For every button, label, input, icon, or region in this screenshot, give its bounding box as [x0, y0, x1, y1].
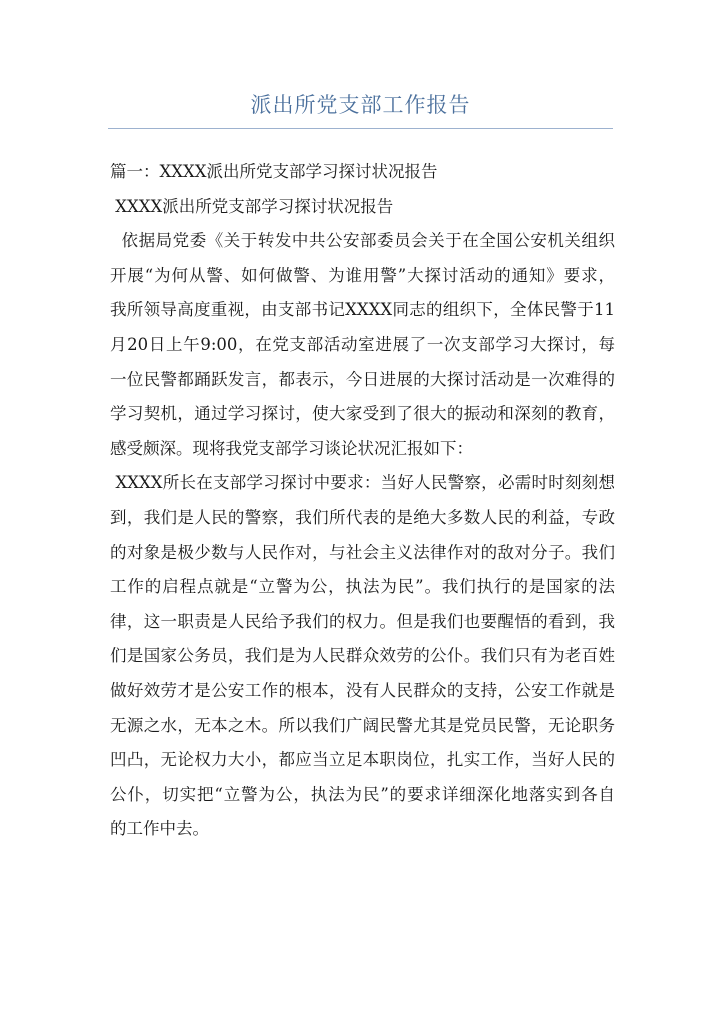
title-divider: [108, 128, 613, 129]
text-line: 无源之水，无本之木。所以我们广阔民警尤其是党员民警，无论职务: [110, 715, 615, 735]
document-body: [110, 155, 615, 847]
text-line: 工作的启程点就是“立警为公，执法为民”。我们执行的是国家的法: [110, 577, 615, 597]
text-line: 篇一：XXXX派出所党支部学习探讨状况报告: [110, 162, 438, 181]
text-line: 们是国家公务员，我们是为人民群众效劳的公仆。我们只有为老百姓: [110, 646, 615, 666]
text-line: XXXX所长在支部学习探讨中要求：当好人民警察，必需时时刻刻想: [110, 473, 615, 493]
text-line: 律，这一职责是人民给予我们的权力。但是我们也要醒悟的看到，我: [110, 611, 615, 631]
text-line: 做好效劳才是公安工作的根本，没有人民群众的支持，公安工作就是: [110, 680, 615, 700]
text-line: 月20日上午9:00，在党支部活动室进展了一次支部学习大探讨，每: [110, 334, 615, 354]
text-line: 依据局党委《关于转发中共公安部委员会关于在全国公安机关组织: [110, 231, 615, 251]
text-line: 一位民警都踊跃发言，都表示，今日进展的大探讨活动是一次难得的: [110, 369, 615, 389]
text-line: 学习契机，通过学习探讨，使大家受到了很大的振动和深刻的教育，: [110, 404, 615, 424]
text-line: 到，我们是人民的警察，我们所代表的是绝大多数人民的利益，专政: [110, 507, 615, 527]
text-line: 的对象是极少数与人民作对，与社会主义法律作对的敌对分子。我们: [110, 542, 615, 562]
document-title: 派出所党支部工作报告: [250, 93, 471, 117]
text-line: 感受颇深。现将我党支部学习谈论状况汇报如下：: [110, 438, 473, 458]
text-line: 凹凸，无论权力大小，都应当立足本职岗位，扎实工作，当好人民的: [110, 750, 615, 770]
text-line: 的工作中去。: [110, 819, 209, 839]
text-line: 公仆，切实把“立警为公，执法为民”的要求详细深化地落实到各自: [110, 784, 615, 804]
text-line: 开展“为何从警、如何做警、为谁用警”大探讨活动的通知》要求，: [110, 265, 615, 285]
text-line: 我所领导高度重视，由支部书记XXXX同志的组织下，全体民警于11: [110, 300, 615, 320]
text-line: XXXX派出所党支部学习探讨状况报告: [110, 196, 394, 216]
